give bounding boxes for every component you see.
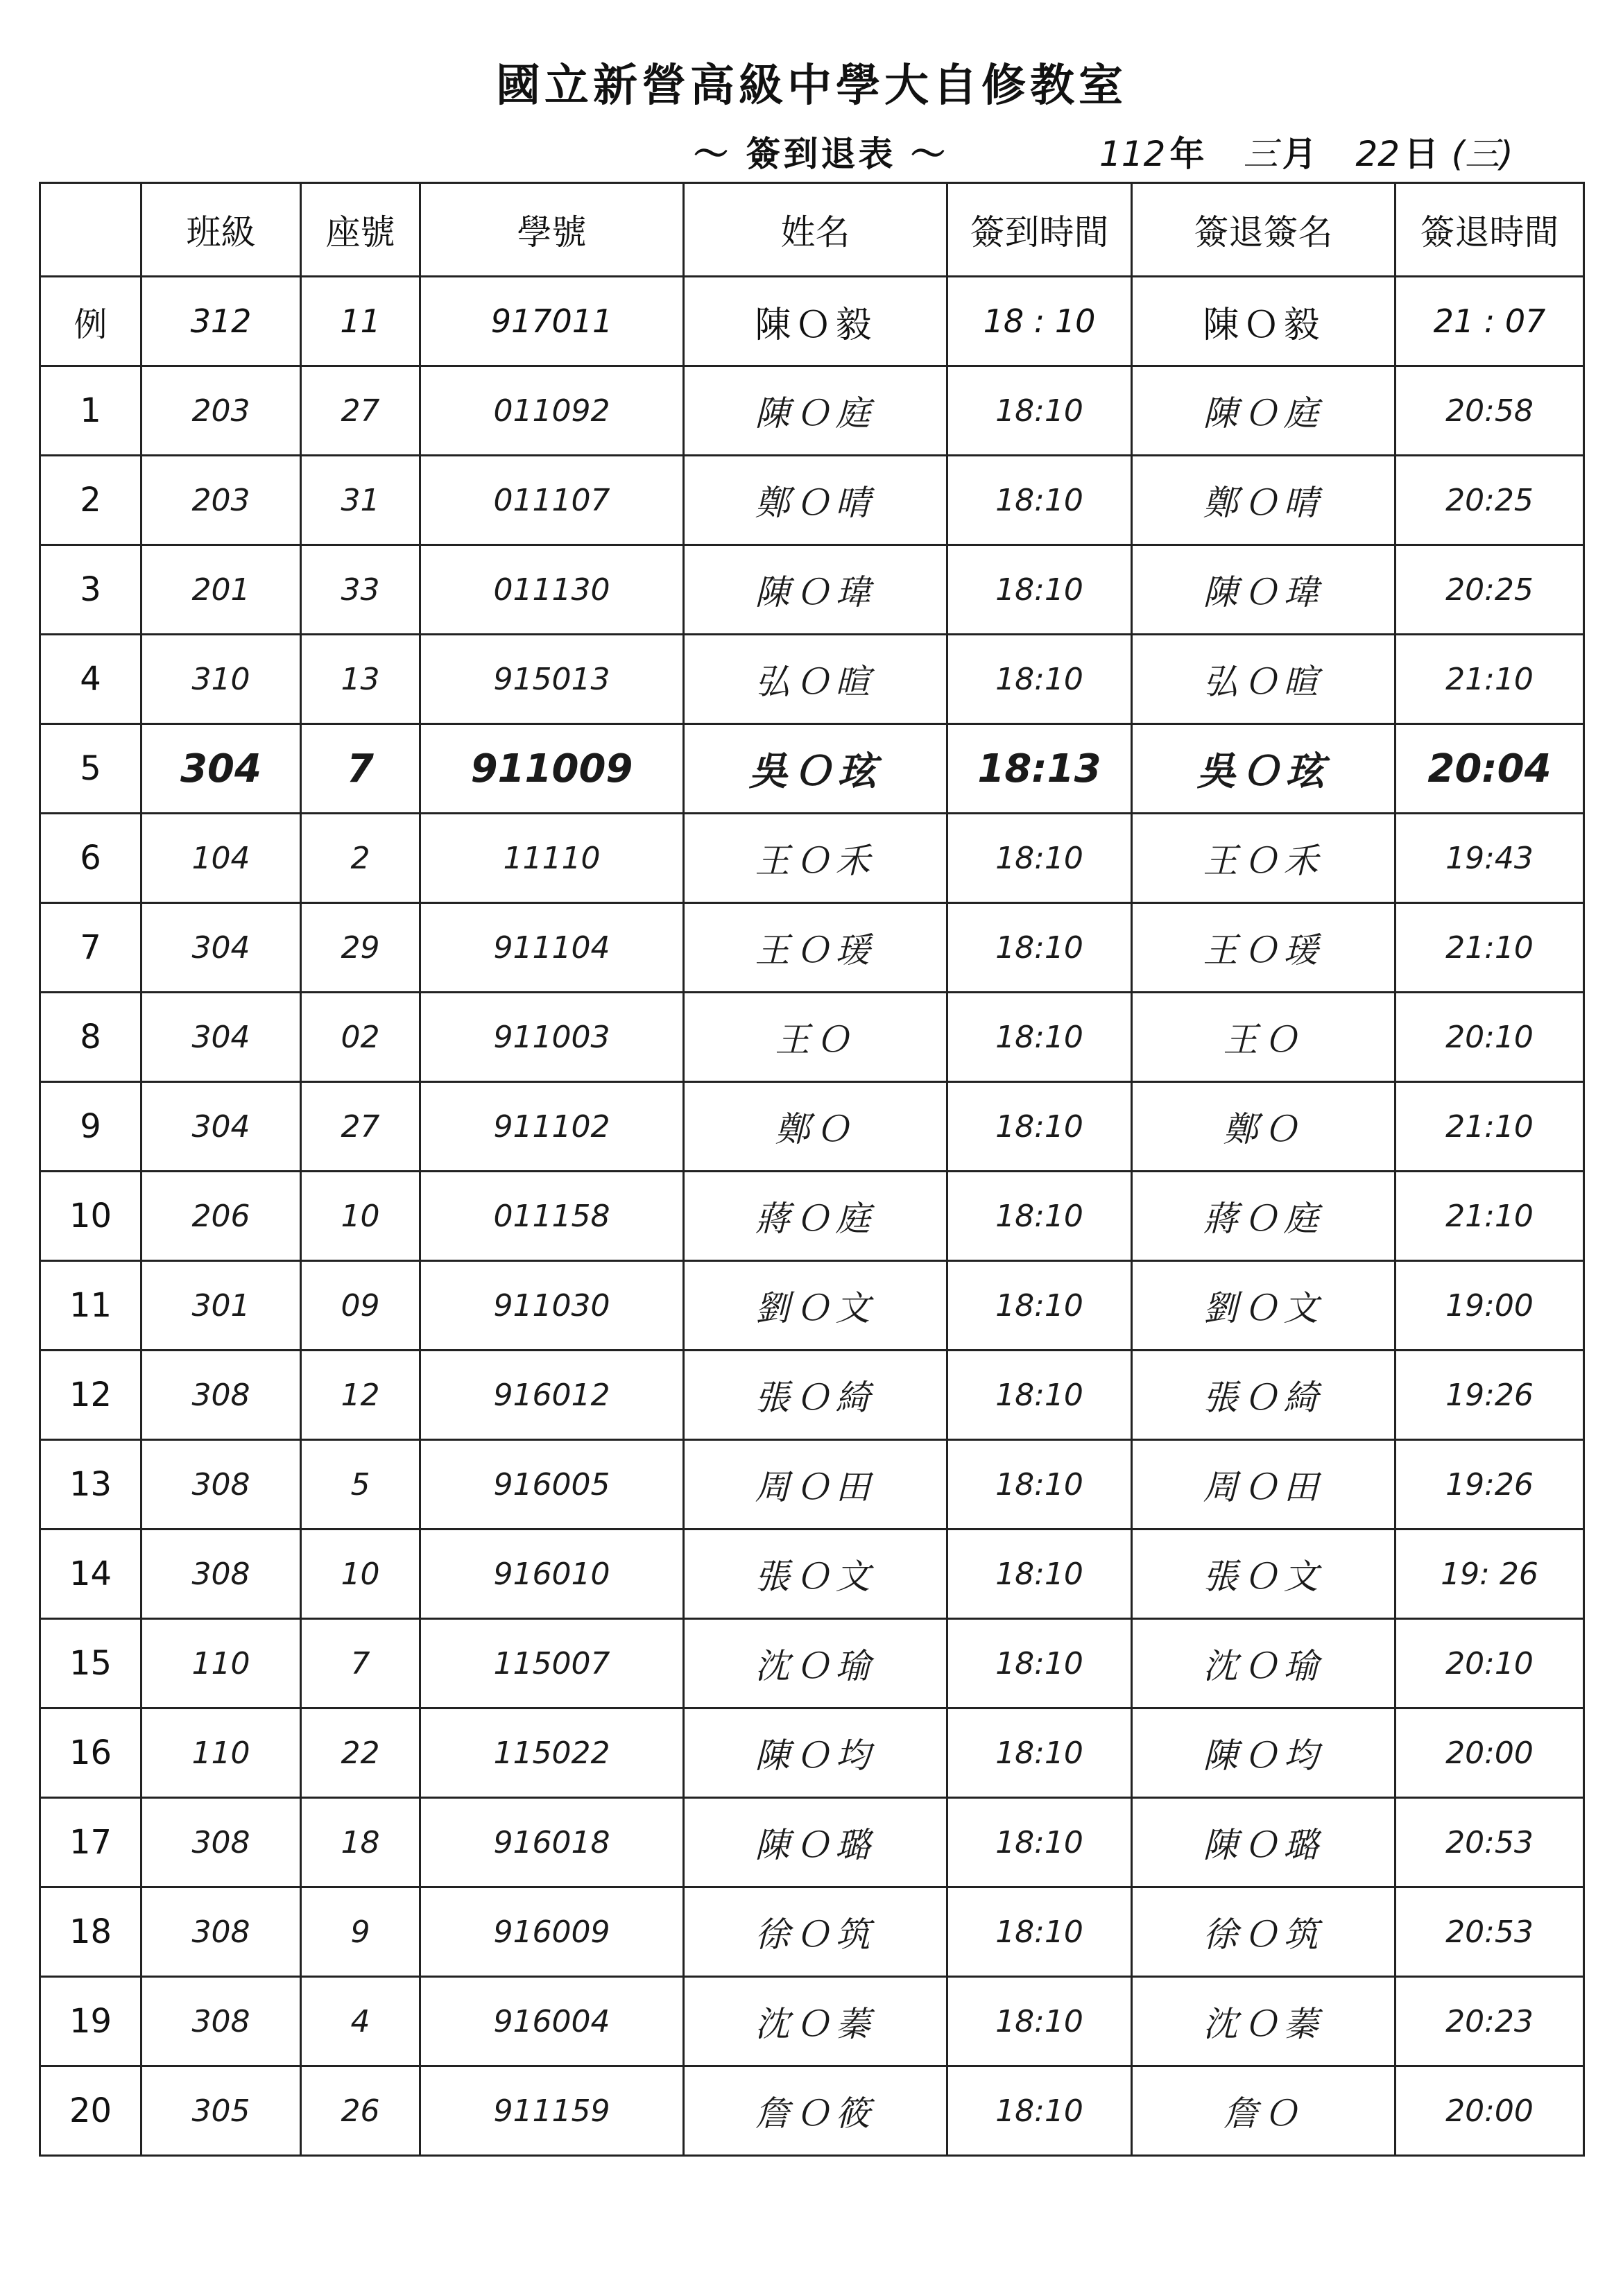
row-checkout-time: 20:10	[1396, 1619, 1584, 1708]
row-checkin-time: 18:10	[947, 903, 1132, 993]
row-checkout-signature: 王Ｏ瑗	[1132, 903, 1396, 993]
example-checkin-time: 18 : 10	[947, 277, 1132, 366]
row-seat: 29	[301, 903, 420, 993]
row-name: 周Ｏ田	[684, 1440, 947, 1530]
row-name: 沈Ｏ瑜	[684, 1619, 947, 1708]
row-number: 9	[40, 1082, 141, 1172]
row-class: 206	[141, 1172, 301, 1261]
row-checkout-time: 20:00	[1396, 2066, 1584, 2156]
table-row	[40, 1798, 1584, 1887]
row-student-id: 011158	[420, 1172, 684, 1261]
table-row	[40, 1440, 1584, 1530]
example-seat: 11	[301, 277, 420, 366]
row-checkout-signature: 詹Ｏ	[1132, 2066, 1396, 2156]
row-number: 6	[40, 814, 141, 903]
row-checkout-signature: 徐Ｏ筑	[1132, 1887, 1396, 1977]
row-seat: 18	[301, 1798, 420, 1887]
date-day-unit: 日	[1404, 133, 1439, 174]
row-number: 17	[40, 1798, 141, 1887]
table-row	[40, 993, 1584, 1082]
row-student-id: 911159	[420, 2066, 684, 2156]
sheet-subtitle: 〜 簽到退表 〜	[694, 133, 948, 174]
row-number: 11	[40, 1261, 141, 1351]
table-row	[40, 1708, 1584, 1798]
row-checkin-time: 18:10	[947, 1351, 1132, 1440]
row-checkout-time: 20:23	[1396, 1977, 1584, 2066]
row-class: 305	[141, 2066, 301, 2156]
row-checkout-signature: 鄭Ｏ晴	[1132, 456, 1396, 545]
row-student-id: 011130	[420, 545, 684, 635]
row-class: 203	[141, 366, 301, 456]
row-seat: 4	[301, 1977, 420, 2066]
row-checkout-signature: 張Ｏ文	[1132, 1530, 1396, 1619]
row-checkin-time: 18:10	[947, 456, 1132, 545]
row-name: 詹Ｏ筱	[684, 2066, 947, 2156]
row-class: 308	[141, 1798, 301, 1887]
row-name: 陳Ｏ瑋	[684, 545, 947, 635]
row-student-id: 911104	[420, 903, 684, 993]
row-class: 308	[141, 1977, 301, 2066]
row-checkin-time: 18:10	[947, 1261, 1132, 1351]
row-name: 劉Ｏ文	[684, 1261, 947, 1351]
row-class: 304	[141, 903, 301, 993]
table-row	[40, 2066, 1584, 2156]
row-name: 張Ｏ綺	[684, 1351, 947, 1440]
example-checkout-signature: 陳Ｏ毅	[1132, 277, 1396, 366]
sheet-title: 國立新營高級中學大自修教室	[496, 60, 1127, 112]
row-seat: 5	[301, 1440, 420, 1530]
row-checkout-time: 20:25	[1396, 545, 1584, 635]
row-student-id: 011107	[420, 456, 684, 545]
row-checkout-signature: 周Ｏ田	[1132, 1440, 1396, 1530]
date-weekday: (三)	[1451, 134, 1513, 174]
example-name: 陳Ｏ毅	[684, 277, 947, 366]
row-checkin-time: 18:13	[947, 724, 1132, 814]
row-class: 304	[141, 724, 301, 814]
row-checkin-time: 18:10	[947, 1887, 1132, 1977]
row-seat: 22	[301, 1708, 420, 1798]
row-seat: 27	[301, 366, 420, 456]
row-checkin-time: 18:10	[947, 1619, 1132, 1708]
row-class: 308	[141, 1440, 301, 1530]
row-student-id: 911009	[420, 724, 684, 814]
row-student-id: 916009	[420, 1887, 684, 1977]
example-class: 312	[141, 277, 301, 366]
row-student-id: 916018	[420, 1798, 684, 1887]
row-checkin-time: 18:10	[947, 1440, 1132, 1530]
table-row	[40, 814, 1584, 903]
table-row	[40, 1261, 1584, 1351]
row-checkout-signature: 弘Ｏ暄	[1132, 635, 1396, 724]
row-checkout-time: 21:10	[1396, 903, 1584, 993]
row-checkout-time: 21:10	[1396, 1082, 1584, 1172]
row-checkout-signature: 沈Ｏ瑜	[1132, 1619, 1396, 1708]
row-seat: 2	[301, 814, 420, 903]
row-number: 18	[40, 1887, 141, 1977]
date-year: 112	[1099, 134, 1166, 174]
table-header-row	[40, 183, 1584, 277]
row-class: 301	[141, 1261, 301, 1351]
row-seat: 7	[301, 724, 420, 814]
row-name: 徐Ｏ筑	[684, 1887, 947, 1977]
row-checkin-time: 18:10	[947, 1708, 1132, 1798]
row-student-id: 911102	[420, 1082, 684, 1172]
row-checkin-time: 18:10	[947, 1977, 1132, 2066]
table-row	[40, 635, 1584, 724]
table-row	[40, 903, 1584, 993]
date-day: 22	[1355, 134, 1400, 174]
row-checkout-signature: 王Ｏ	[1132, 993, 1396, 1082]
row-checkin-time: 18:10	[947, 1082, 1132, 1172]
row-student-id: 916012	[420, 1351, 684, 1440]
row-checkout-time: 19:26	[1396, 1351, 1584, 1440]
row-class: 304	[141, 1082, 301, 1172]
table-row	[40, 1351, 1584, 1440]
row-checkout-signature: 陳Ｏ璐	[1132, 1798, 1396, 1887]
row-name: 弘Ｏ暄	[684, 635, 947, 724]
row-seat: 13	[301, 635, 420, 724]
row-checkout-time: 20:04	[1396, 724, 1584, 814]
row-seat: 7	[301, 1619, 420, 1708]
row-name: 蔣Ｏ庭	[684, 1172, 947, 1261]
date-month: 三	[1243, 134, 1278, 174]
row-checkout-signature: 吳Ｏ玹	[1132, 724, 1396, 814]
example-checkout-time: 21 : 07	[1396, 277, 1584, 366]
example-row	[40, 277, 1584, 366]
row-checkout-signature: 蔣Ｏ庭	[1132, 1172, 1396, 1261]
row-class: 308	[141, 1887, 301, 1977]
col-header-class: 班級	[141, 183, 301, 277]
row-name: 王Ｏ瑗	[684, 903, 947, 993]
row-checkout-signature: 張Ｏ綺	[1132, 1351, 1396, 1440]
row-number: 10	[40, 1172, 141, 1261]
row-checkout-signature: 劉Ｏ文	[1132, 1261, 1396, 1351]
table-row	[40, 545, 1584, 635]
row-checkout-time: 19:43	[1396, 814, 1584, 903]
date-month-unit: 月	[1282, 133, 1317, 174]
row-class: 304	[141, 993, 301, 1082]
col-header-seat: 座號	[301, 183, 420, 277]
row-checkout-signature: 陳Ｏ均	[1132, 1708, 1396, 1798]
row-number: 4	[40, 635, 141, 724]
row-number: 7	[40, 903, 141, 993]
table-row	[40, 366, 1584, 456]
row-number: 15	[40, 1619, 141, 1708]
row-class: 201	[141, 545, 301, 635]
row-number: 12	[40, 1351, 141, 1440]
table-row	[40, 1887, 1584, 1977]
table-row	[40, 456, 1584, 545]
row-checkout-time: 19: 26	[1396, 1530, 1584, 1619]
row-seat: 9	[301, 1887, 420, 1977]
row-seat: 27	[301, 1082, 420, 1172]
row-number: 1	[40, 366, 141, 456]
row-checkout-time: 21:10	[1396, 635, 1584, 724]
row-student-id: 916010	[420, 1530, 684, 1619]
row-checkout-signature: 陳Ｏ瑋	[1132, 545, 1396, 635]
row-checkout-signature: 鄭Ｏ	[1132, 1082, 1396, 1172]
row-class: 104	[141, 814, 301, 903]
row-name: 張Ｏ文	[684, 1530, 947, 1619]
row-number: 3	[40, 545, 141, 635]
row-seat: 02	[301, 993, 420, 1082]
row-checkout-time: 20:10	[1396, 993, 1584, 1082]
col-header-checkout-time: 簽退時間	[1396, 183, 1584, 277]
row-name: 沈Ｏ蓁	[684, 1977, 947, 2066]
row-number: 16	[40, 1708, 141, 1798]
row-checkin-time: 18:10	[947, 1172, 1132, 1261]
row-seat: 09	[301, 1261, 420, 1351]
row-checkout-time: 20:53	[1396, 1798, 1584, 1887]
row-checkin-time: 18:10	[947, 1530, 1132, 1619]
table-row	[40, 1082, 1584, 1172]
row-student-id: 115022	[420, 1708, 684, 1798]
row-checkout-time: 20:58	[1396, 366, 1584, 456]
row-checkin-time: 18:10	[947, 1798, 1132, 1887]
row-checkout-signature: 陳Ｏ庭	[1132, 366, 1396, 456]
row-number: 20	[40, 2066, 141, 2156]
row-checkout-time: 20:25	[1396, 456, 1584, 545]
row-class: 203	[141, 456, 301, 545]
col-header-checkin-time: 簽到時間	[947, 183, 1132, 277]
row-student-id: 11110	[420, 814, 684, 903]
row-class: 310	[141, 635, 301, 724]
row-student-id: 916005	[420, 1440, 684, 1530]
row-checkin-time: 18:10	[947, 545, 1132, 635]
row-checkout-time: 20:00	[1396, 1708, 1584, 1798]
row-checkin-time: 18:10	[947, 993, 1132, 1082]
table-row	[40, 1172, 1584, 1261]
example-label: 例	[40, 277, 141, 366]
table-row	[40, 1619, 1584, 1708]
date-line	[1099, 126, 1518, 176]
row-student-id: 915013	[420, 635, 684, 724]
row-number: 5	[40, 724, 141, 814]
row-class: 308	[141, 1530, 301, 1619]
row-student-id: 916004	[420, 1977, 684, 2066]
row-student-id: 115007	[420, 1619, 684, 1708]
signin-table	[39, 182, 1585, 2157]
row-seat: 12	[301, 1351, 420, 1440]
row-checkout-time: 19:26	[1396, 1440, 1584, 1530]
row-number: 13	[40, 1440, 141, 1530]
col-header-name: 姓名	[684, 183, 947, 277]
row-checkin-time: 18:10	[947, 2066, 1132, 2156]
row-checkin-time: 18:10	[947, 366, 1132, 456]
row-seat: 10	[301, 1530, 420, 1619]
row-name: 王Ｏ禾	[684, 814, 947, 903]
row-name: 陳Ｏ璐	[684, 1798, 947, 1887]
table-row	[40, 1977, 1584, 2066]
row-number: 19	[40, 1977, 141, 2066]
row-name: 王Ｏ	[684, 993, 947, 1082]
row-name: 鄭Ｏ晴	[684, 456, 947, 545]
row-class: 110	[141, 1619, 301, 1708]
row-seat: 33	[301, 545, 420, 635]
date-year-unit: 年	[1169, 133, 1205, 174]
row-number: 14	[40, 1530, 141, 1619]
example-student-id: 917011	[420, 277, 684, 366]
col-header-index	[40, 183, 141, 277]
row-number: 2	[40, 456, 141, 545]
row-checkout-signature: 沈Ｏ蓁	[1132, 1977, 1396, 2066]
row-checkout-time: 20:53	[1396, 1887, 1584, 1977]
col-header-checkout-signature: 簽退簽名	[1132, 183, 1396, 277]
table-row	[40, 724, 1584, 814]
row-student-id: 011092	[420, 366, 684, 456]
row-class: 308	[141, 1351, 301, 1440]
row-class: 110	[141, 1708, 301, 1798]
row-student-id: 911003	[420, 993, 684, 1082]
row-checkout-signature: 王Ｏ禾	[1132, 814, 1396, 903]
row-seat: 26	[301, 2066, 420, 2156]
row-checkin-time: 18:10	[947, 635, 1132, 724]
row-seat: 31	[301, 456, 420, 545]
row-seat: 10	[301, 1172, 420, 1261]
row-checkout-time: 21:10	[1396, 1172, 1584, 1261]
row-checkin-time: 18:10	[947, 814, 1132, 903]
row-name: 陳Ｏ均	[684, 1708, 947, 1798]
row-student-id: 911030	[420, 1261, 684, 1351]
row-name: 鄭Ｏ	[684, 1082, 947, 1172]
row-name: 吳Ｏ玹	[684, 724, 947, 814]
table-row	[40, 1530, 1584, 1619]
row-checkout-time: 19:00	[1396, 1261, 1584, 1351]
col-header-student-id: 學號	[420, 183, 684, 277]
row-name: 陳Ｏ庭	[684, 366, 947, 456]
row-number: 8	[40, 993, 141, 1082]
